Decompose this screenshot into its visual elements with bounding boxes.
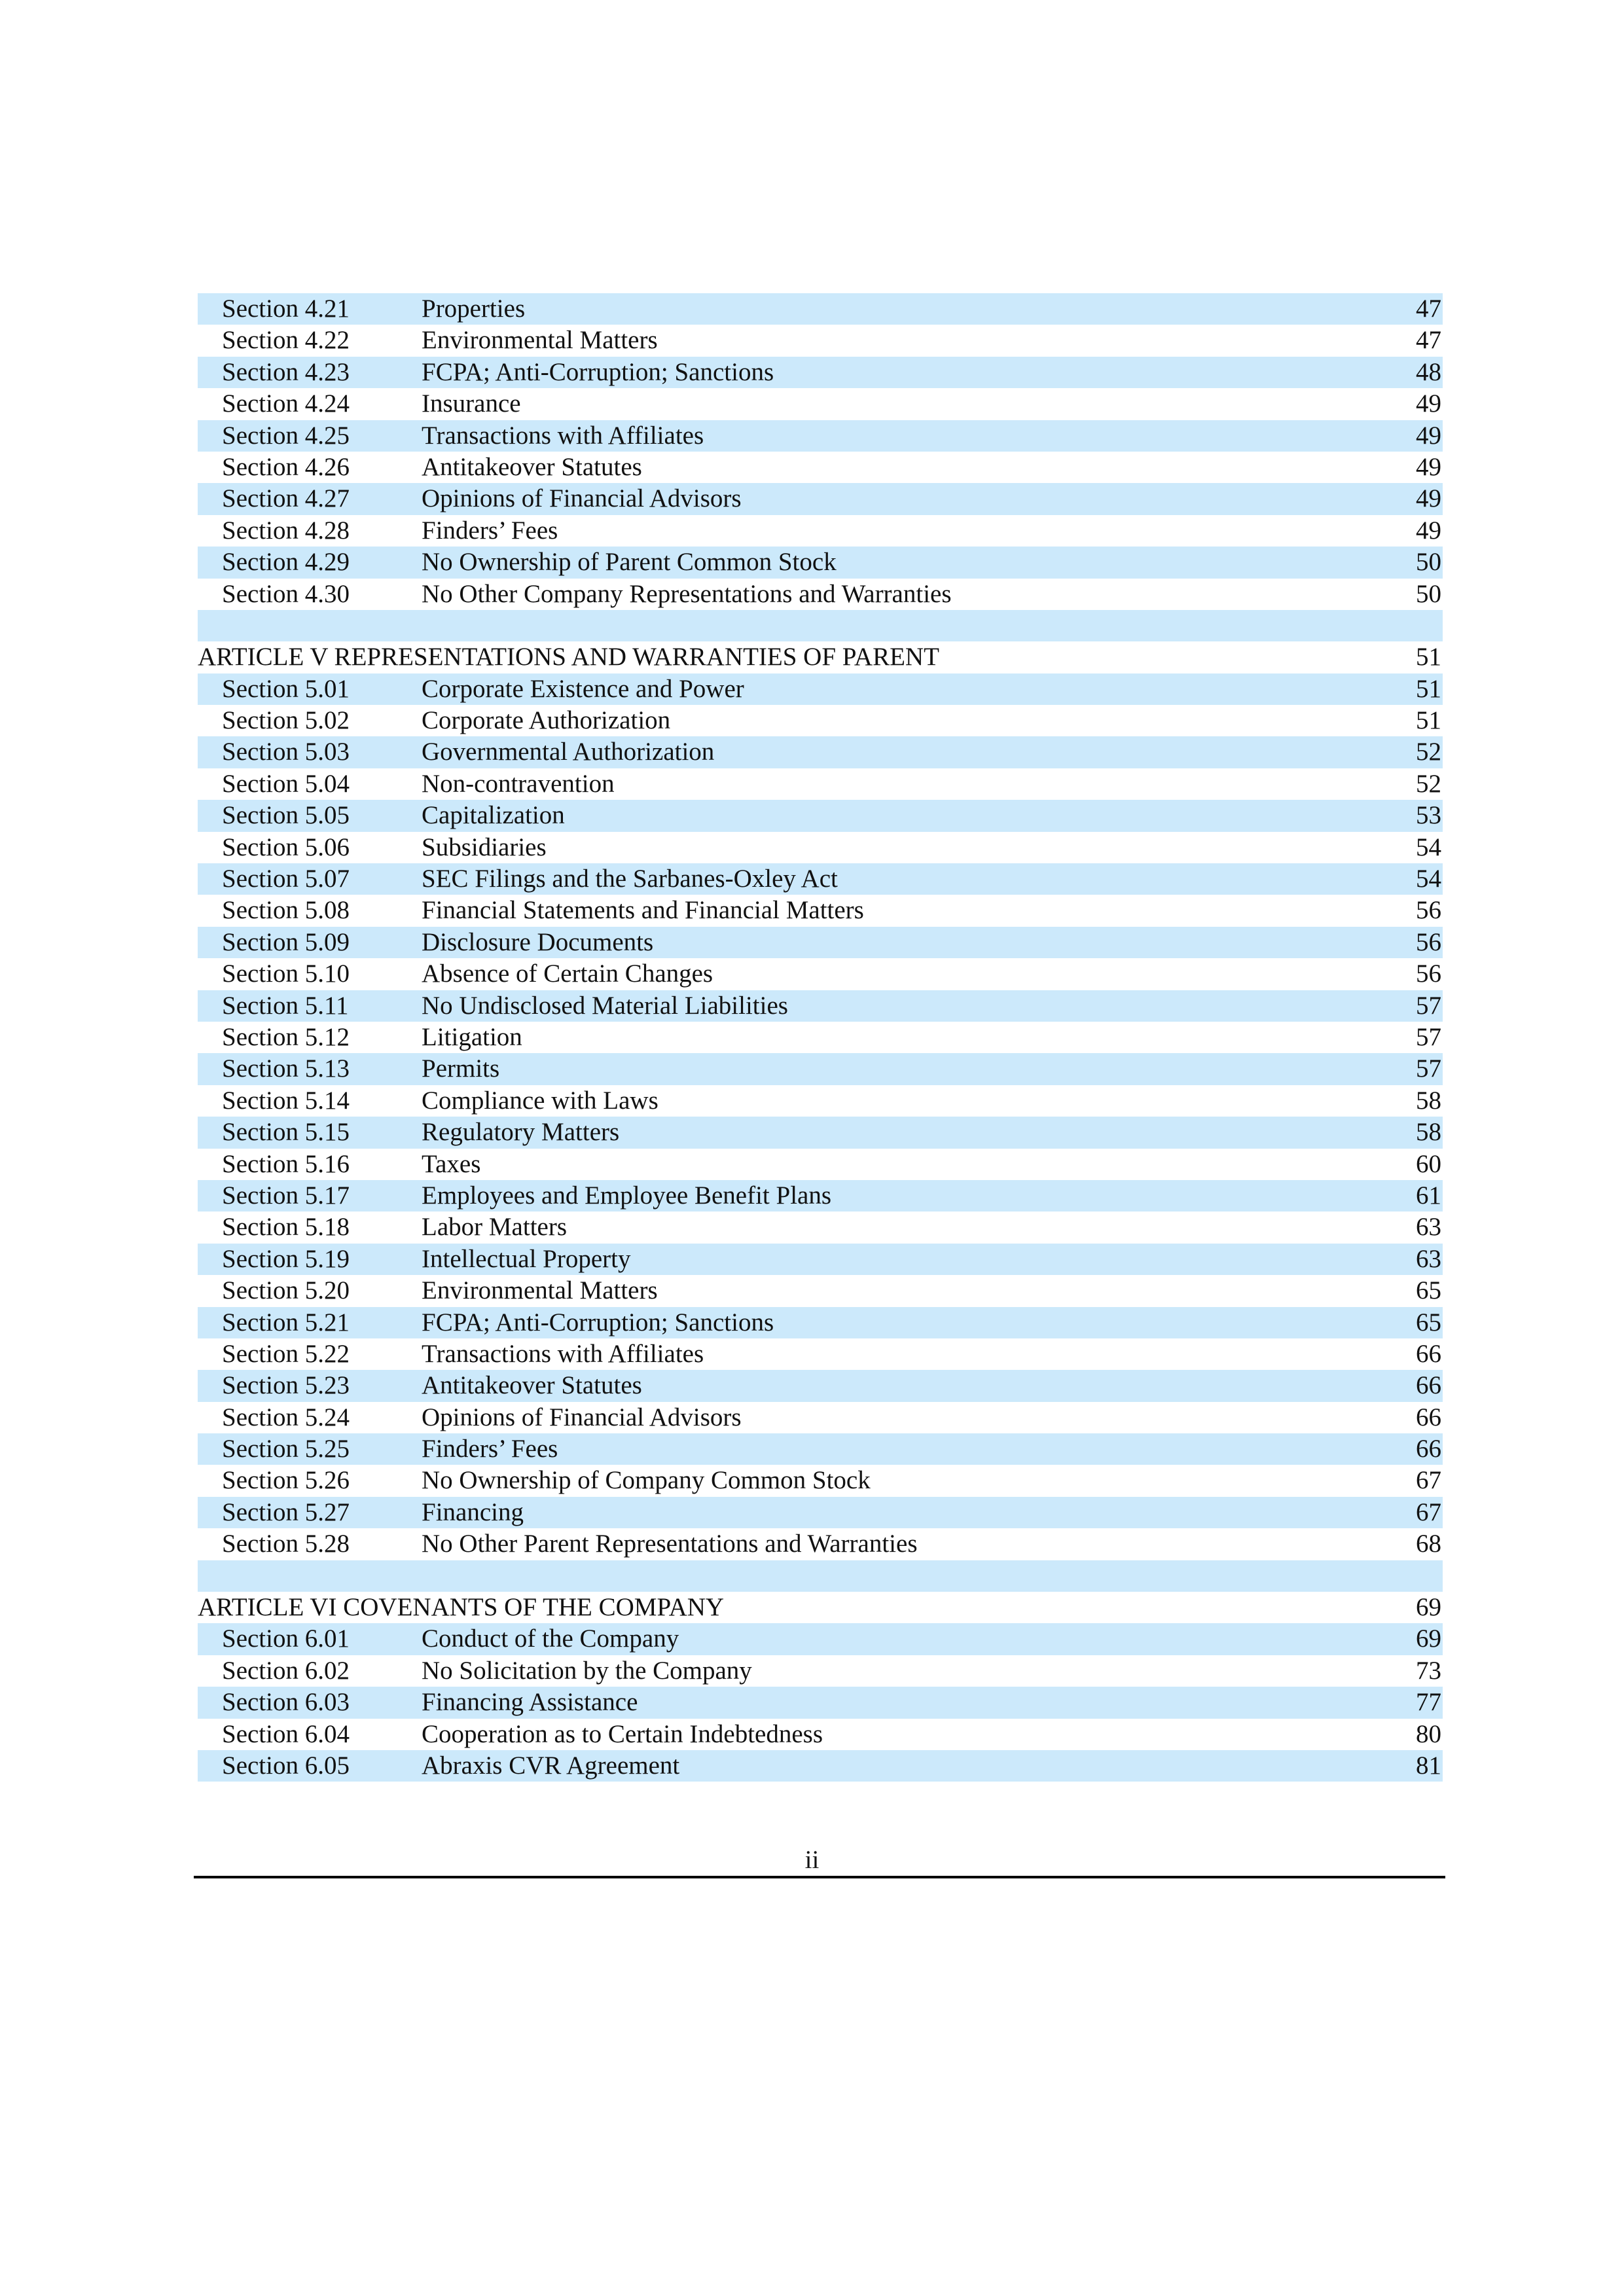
toc-page-number: 47 xyxy=(1416,295,1441,323)
toc-section-number: Section 5.08 xyxy=(222,896,350,925)
toc-page-number: 66 xyxy=(1416,1371,1441,1400)
toc-page-number: 54 xyxy=(1416,865,1441,893)
toc-page-number: 52 xyxy=(1416,769,1441,798)
toc-section-row xyxy=(198,673,1443,705)
toc-section-number: Section 4.21 xyxy=(222,295,350,323)
toc-section-number: Section 5.17 xyxy=(222,1181,350,1210)
toc-section-number: Section 5.09 xyxy=(222,927,350,956)
toc-section-title: Regulatory Matters xyxy=(422,1118,620,1147)
toc-section-title: Transactions with Affiliates xyxy=(422,421,704,450)
toc-page-number: 66 xyxy=(1416,1435,1441,1463)
toc-page-number: 73 xyxy=(1416,1656,1441,1685)
toc-section-number: Section 5.05 xyxy=(222,801,350,830)
toc-section-title: Taxes xyxy=(422,1149,481,1178)
toc-section-title: Finders’ Fees xyxy=(422,1435,558,1463)
toc-section-title: Governmental Authorization xyxy=(422,738,715,766)
toc-section-row xyxy=(198,895,1443,926)
toc-section-title: Permits xyxy=(422,1054,500,1083)
toc-section-row xyxy=(198,1402,1443,1433)
toc-section-number: Section 4.24 xyxy=(222,389,350,418)
toc-section-number: Section 5.15 xyxy=(222,1118,350,1147)
toc-section-number: Section 5.07 xyxy=(222,865,350,893)
toc-section-title: FCPA; Anti-Corruption; Sanctions xyxy=(422,357,774,386)
toc-page-number: 67 xyxy=(1416,1498,1441,1526)
toc-page-number: 47 xyxy=(1416,326,1441,355)
toc-page-number: 51 xyxy=(1416,674,1441,703)
toc-page-number: 58 xyxy=(1416,1118,1441,1147)
toc-section-number: Section 5.03 xyxy=(222,738,350,766)
toc-page-number: 49 xyxy=(1416,421,1441,450)
toc-section-number: Section 5.10 xyxy=(222,960,350,988)
toc-section-title: Conduct of the Company xyxy=(422,1624,679,1653)
toc-section-title: Capitalization xyxy=(422,801,565,830)
toc-section-title: Environmental Matters xyxy=(422,1276,658,1305)
toc-section-title: Opinions of Financial Advisors xyxy=(422,1403,742,1431)
toc-page-number: 53 xyxy=(1416,801,1441,830)
toc-page-number: 56 xyxy=(1416,896,1441,925)
toc-page-number: 66 xyxy=(1416,1403,1441,1431)
toc-section-number: Section 6.01 xyxy=(222,1624,350,1653)
toc-section-title: No Undisclosed Material Liabilities xyxy=(422,991,788,1020)
toc-spacer-row xyxy=(198,610,1443,641)
toc-section-number: Section 5.26 xyxy=(222,1466,350,1495)
toc-section-number: Section 5.19 xyxy=(222,1244,350,1273)
toc-section-title: Opinions of Financial Advisors xyxy=(422,484,742,513)
toc-page-number: 65 xyxy=(1416,1308,1441,1336)
toc-page-number: 57 xyxy=(1416,1054,1441,1083)
toc-section-number: Section 5.28 xyxy=(222,1530,350,1558)
toc-section-row xyxy=(198,1117,1443,1148)
footer-rule xyxy=(194,1876,1445,1878)
toc-page-number: 57 xyxy=(1416,1022,1441,1051)
toc-section-title: Corporate Authorization xyxy=(422,706,671,735)
toc-section-row xyxy=(198,483,1443,514)
toc-page-number: 69 xyxy=(1416,1593,1441,1622)
toc-section-number: Section 5.12 xyxy=(222,1022,350,1051)
toc-section-title: Labor Matters xyxy=(422,1213,568,1242)
toc-page-number: 61 xyxy=(1416,1181,1441,1210)
toc-section-row xyxy=(198,863,1443,895)
toc-section-row xyxy=(198,452,1443,483)
toc-section-number: Section 4.25 xyxy=(222,421,350,450)
toc-page-number: 49 xyxy=(1416,516,1441,545)
toc-section-title: Absence of Certain Changes xyxy=(422,960,713,988)
toc-section-row xyxy=(198,357,1443,388)
toc-section-number: Section 5.27 xyxy=(222,1498,350,1526)
toc-page-number: 81 xyxy=(1416,1751,1441,1780)
toc-section-number: Section 4.27 xyxy=(222,484,350,513)
toc-page-number: 68 xyxy=(1416,1530,1441,1558)
toc-page-number: 80 xyxy=(1416,1719,1441,1748)
toc-section-row xyxy=(198,1528,1443,1560)
toc-section-number: Section 5.13 xyxy=(222,1054,350,1083)
toc-section-row xyxy=(198,768,1443,800)
toc-section-number: Section 5.23 xyxy=(222,1371,350,1400)
toc-section-row xyxy=(198,1465,1443,1496)
toc-page-number: 58 xyxy=(1416,1086,1441,1115)
toc-section-number: Section 5.21 xyxy=(222,1308,350,1336)
toc-section-row xyxy=(198,1211,1443,1243)
toc-section-title: Subsidiaries xyxy=(422,833,547,861)
toc-section-title: Litigation xyxy=(422,1022,522,1051)
toc-section-row xyxy=(198,1149,1443,1180)
toc-section-row xyxy=(198,325,1443,356)
toc-section-row xyxy=(198,1750,1443,1782)
toc-section-row xyxy=(198,800,1443,831)
toc-section-number: Section 5.25 xyxy=(222,1435,350,1463)
toc-section-row xyxy=(198,832,1443,863)
toc-section-title: Cooperation as to Certain Indebtedness xyxy=(422,1719,823,1748)
toc-page-number: 52 xyxy=(1416,738,1441,766)
toc-page-number: 48 xyxy=(1416,357,1441,386)
toc-section-title: No Other Company Representations and Warranties xyxy=(422,579,952,608)
toc-page-number: 63 xyxy=(1416,1213,1441,1242)
toc-section-row xyxy=(198,990,1443,1022)
toc-section-row xyxy=(198,1719,1443,1750)
toc-section-number: Section 5.04 xyxy=(222,769,350,798)
toc-section-title: FCPA; Anti-Corruption; Sanctions xyxy=(422,1308,774,1336)
toc-section-number: Section 6.04 xyxy=(222,1719,350,1748)
toc-section-title: Financial Statements and Financial Matters xyxy=(422,896,864,925)
toc-section-number: Section 5.06 xyxy=(222,833,350,861)
toc-section-title: Non-contravention xyxy=(422,769,615,798)
toc-page-number: 51 xyxy=(1416,706,1441,735)
toc-page-number: 50 xyxy=(1416,579,1441,608)
toc-section-title: Abraxis CVR Agreement xyxy=(422,1751,680,1780)
toc-page-number: 60 xyxy=(1416,1149,1441,1178)
toc-section-number: Section 6.05 xyxy=(222,1751,350,1780)
toc-section-title: Transactions with Affiliates xyxy=(422,1339,704,1368)
toc-article-title: ARTICLE V REPRESENTATIONS AND WARRANTIES OF PARENT xyxy=(198,643,939,672)
toc-section-number: Section 5.24 xyxy=(222,1403,350,1431)
toc-section-row xyxy=(198,1053,1443,1085)
toc-page-number: 65 xyxy=(1416,1276,1441,1305)
toc-section-row xyxy=(198,420,1443,452)
toc-section-title: Corporate Existence and Power xyxy=(422,674,744,703)
toc-section-title: Antitakeover Statutes xyxy=(422,452,642,481)
toc-section-number: Section 5.01 xyxy=(222,674,350,703)
toc-page-number: 77 xyxy=(1416,1688,1441,1717)
toc-section-row xyxy=(198,1244,1443,1275)
toc-section-title: Intellectual Property xyxy=(422,1244,631,1273)
toc-section-title: Disclosure Documents xyxy=(422,927,654,956)
table-of-contents xyxy=(198,293,1443,1782)
toc-section-row xyxy=(198,1433,1443,1465)
toc-section-title: Antitakeover Statutes xyxy=(422,1371,642,1400)
toc-section-row xyxy=(198,1687,1443,1718)
toc-section-number: Section 4.28 xyxy=(222,516,350,545)
toc-page-number: 56 xyxy=(1416,927,1441,956)
toc-section-number: Section 4.26 xyxy=(222,452,350,481)
toc-page-number: 49 xyxy=(1416,484,1441,513)
toc-section-number: Section 5.18 xyxy=(222,1213,350,1242)
toc-section-row xyxy=(198,1085,1443,1117)
toc-section-number: Section 5.16 xyxy=(222,1149,350,1178)
toc-section-title: Employees and Employee Benefit Plans xyxy=(422,1181,832,1210)
toc-section-number: Section 5.11 xyxy=(222,991,349,1020)
toc-section-number: Section 6.03 xyxy=(222,1688,350,1717)
toc-section-title: Financing xyxy=(422,1498,524,1526)
toc-article-row xyxy=(198,1592,1443,1623)
toc-section-number: Section 4.29 xyxy=(222,548,350,577)
toc-page-number: 50 xyxy=(1416,548,1441,577)
toc-section-row xyxy=(198,1180,1443,1211)
toc-section-row xyxy=(198,388,1443,420)
toc-section-number: Section 4.30 xyxy=(222,579,350,608)
toc-page-number: 67 xyxy=(1416,1466,1441,1495)
toc-section-title: Properties xyxy=(422,295,526,323)
toc-section-number: Section 5.02 xyxy=(222,706,350,735)
toc-page-number: 69 xyxy=(1416,1624,1441,1653)
toc-page-number: 51 xyxy=(1416,643,1441,672)
toc-section-number: Section 5.20 xyxy=(222,1276,350,1305)
toc-page-number: 56 xyxy=(1416,960,1441,988)
toc-section-row xyxy=(198,736,1443,768)
toc-section-row xyxy=(198,293,1443,325)
toc-section-row xyxy=(198,1655,1443,1687)
toc-section-row xyxy=(198,547,1443,578)
toc-section-row xyxy=(198,958,1443,990)
toc-section-title: No Other Parent Representations and Warranties xyxy=(422,1530,918,1558)
toc-section-number: Section 4.22 xyxy=(222,326,350,355)
toc-section-number: Section 6.02 xyxy=(222,1656,350,1685)
toc-section-title: Financing Assistance xyxy=(422,1688,638,1717)
toc-section-title: Compliance with Laws xyxy=(422,1086,659,1115)
toc-section-row xyxy=(198,1022,1443,1053)
toc-page-number: 63 xyxy=(1416,1244,1441,1273)
toc-section-row xyxy=(198,1338,1443,1370)
toc-section-row xyxy=(198,927,1443,958)
toc-section-row xyxy=(198,705,1443,736)
toc-spacer-row xyxy=(198,1560,1443,1592)
toc-section-title: SEC Filings and the Sarbanes-Oxley Act xyxy=(422,865,838,893)
toc-section-number: Section 5.14 xyxy=(222,1086,350,1115)
toc-page-number: 49 xyxy=(1416,389,1441,418)
toc-section-row xyxy=(198,515,1443,547)
toc-page-number: 54 xyxy=(1416,833,1441,861)
toc-section-title: Insurance xyxy=(422,389,521,418)
toc-section-row xyxy=(198,1497,1443,1528)
toc-page-number: 66 xyxy=(1416,1339,1441,1368)
toc-section-row xyxy=(198,1307,1443,1338)
toc-article-title: ARTICLE VI COVENANTS OF THE COMPANY xyxy=(198,1593,725,1622)
toc-article-row xyxy=(198,641,1443,673)
toc-section-title: No Solicitation by the Company xyxy=(422,1656,752,1685)
toc-section-number: Section 4.23 xyxy=(222,357,350,386)
toc-section-row xyxy=(198,1370,1443,1401)
toc-section-title: No Ownership of Company Common Stock xyxy=(422,1466,871,1495)
toc-section-title: Environmental Matters xyxy=(422,326,658,355)
toc-section-row xyxy=(198,579,1443,610)
toc-section-number: Section 5.22 xyxy=(222,1339,350,1368)
toc-section-title: No Ownership of Parent Common Stock xyxy=(422,548,837,577)
page-number: ii xyxy=(804,1846,820,1874)
toc-page-number: 57 xyxy=(1416,991,1441,1020)
toc-section-row xyxy=(198,1623,1443,1655)
toc-page-number: 49 xyxy=(1416,452,1441,481)
toc-section-row xyxy=(198,1275,1443,1306)
toc-section-title: Finders’ Fees xyxy=(422,516,558,545)
